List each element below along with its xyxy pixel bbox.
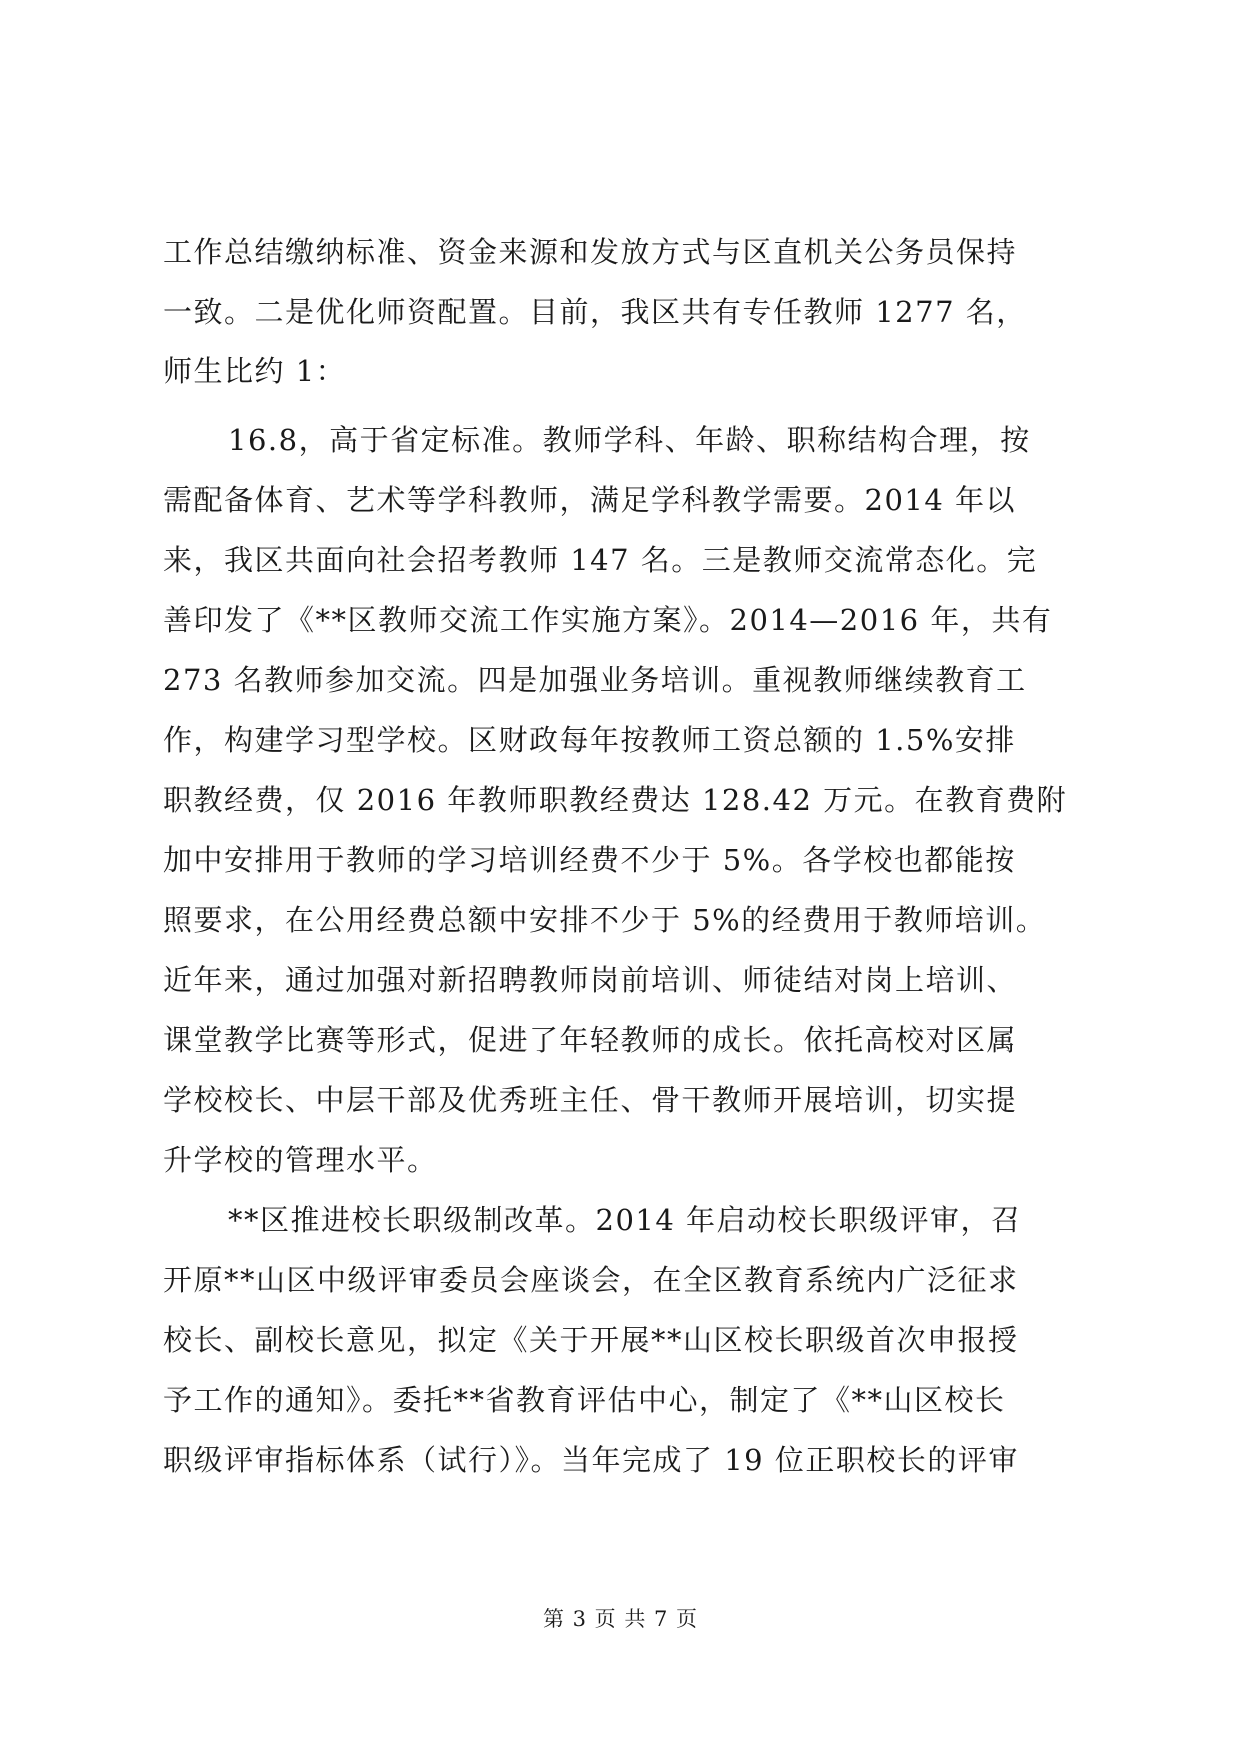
text-line: 开原**山区中级评审委员会座谈会，在全区教育系统内广泛征求 [163,1263,1019,1297]
text-line: 来，我区共面向社会招考教师 147 名。三是教师交流常态化。完 [163,543,1038,577]
text-line: **区推进校长职级制改革。2014 年启动校长职级评审，召 [228,1203,1022,1237]
text-line: 校长、副校长意见，拟定《关于开展**山区校长职级首次申报授 [163,1323,1019,1357]
text-line: 273 名教师参加交流。四是加强业务培训。重视教师继续教育工 [163,663,1027,697]
text-line: 作，构建学习型学校。区财政每年按教师工资总额的 1.5%安排 [163,723,1016,757]
text-line: 课堂教学比赛等形式，促进了年轻教师的成长。依托高校对区属 [163,1023,1018,1057]
text-line: 学校校长、中层干部及优秀班主任、骨干教师开展培训，切实提 [163,1083,1018,1117]
text-line: 善印发了《**区教师交流工作实施方案》。2014—2016 年，共有 [163,603,1053,637]
text-line: 师生比约 1： [163,354,347,388]
text-line: 加中安排用于教师的学习培训经费不少于 5%。各学校也都能按 [163,843,1016,877]
text-line: 予工作的通知》。委托**省教育评估中心，制定了《**山区校长 [163,1383,1006,1417]
text-line: 一致。二是优化师资配置。目前，我区共有专任教师 1277 名， [163,295,1027,329]
text-line: 职级评审指标体系（试行）》。当年完成了 19 位正职校长的评审 [163,1443,1019,1477]
text-line: 照要求，在公用经费总额中安排不少于 5%的经费用于教师培训。 [163,903,1047,937]
page-footer: 第 3 页 共 7 页 [542,1607,699,1631]
text-line: 需配备体育、艺术等学科教师，满足学科教学需要。2014 年以 [163,483,1017,517]
text-line: 工作总结缴纳标准、资金来源和发放方式与区直机关公务员保持 [163,235,1018,269]
text-line: 16.8，高于省定标准。教师学科、年龄、职称结构合理，按 [228,423,1031,457]
text-line: 职教经费，仅 2016 年教师职教经费达 128.42 万元。在教育费附 [163,783,1068,817]
text-line: 升学校的管理水平。 [163,1143,438,1177]
text-line: 近年来，通过加强对新招聘教师岗前培训、师徒结对岗上培训、 [163,963,1018,997]
